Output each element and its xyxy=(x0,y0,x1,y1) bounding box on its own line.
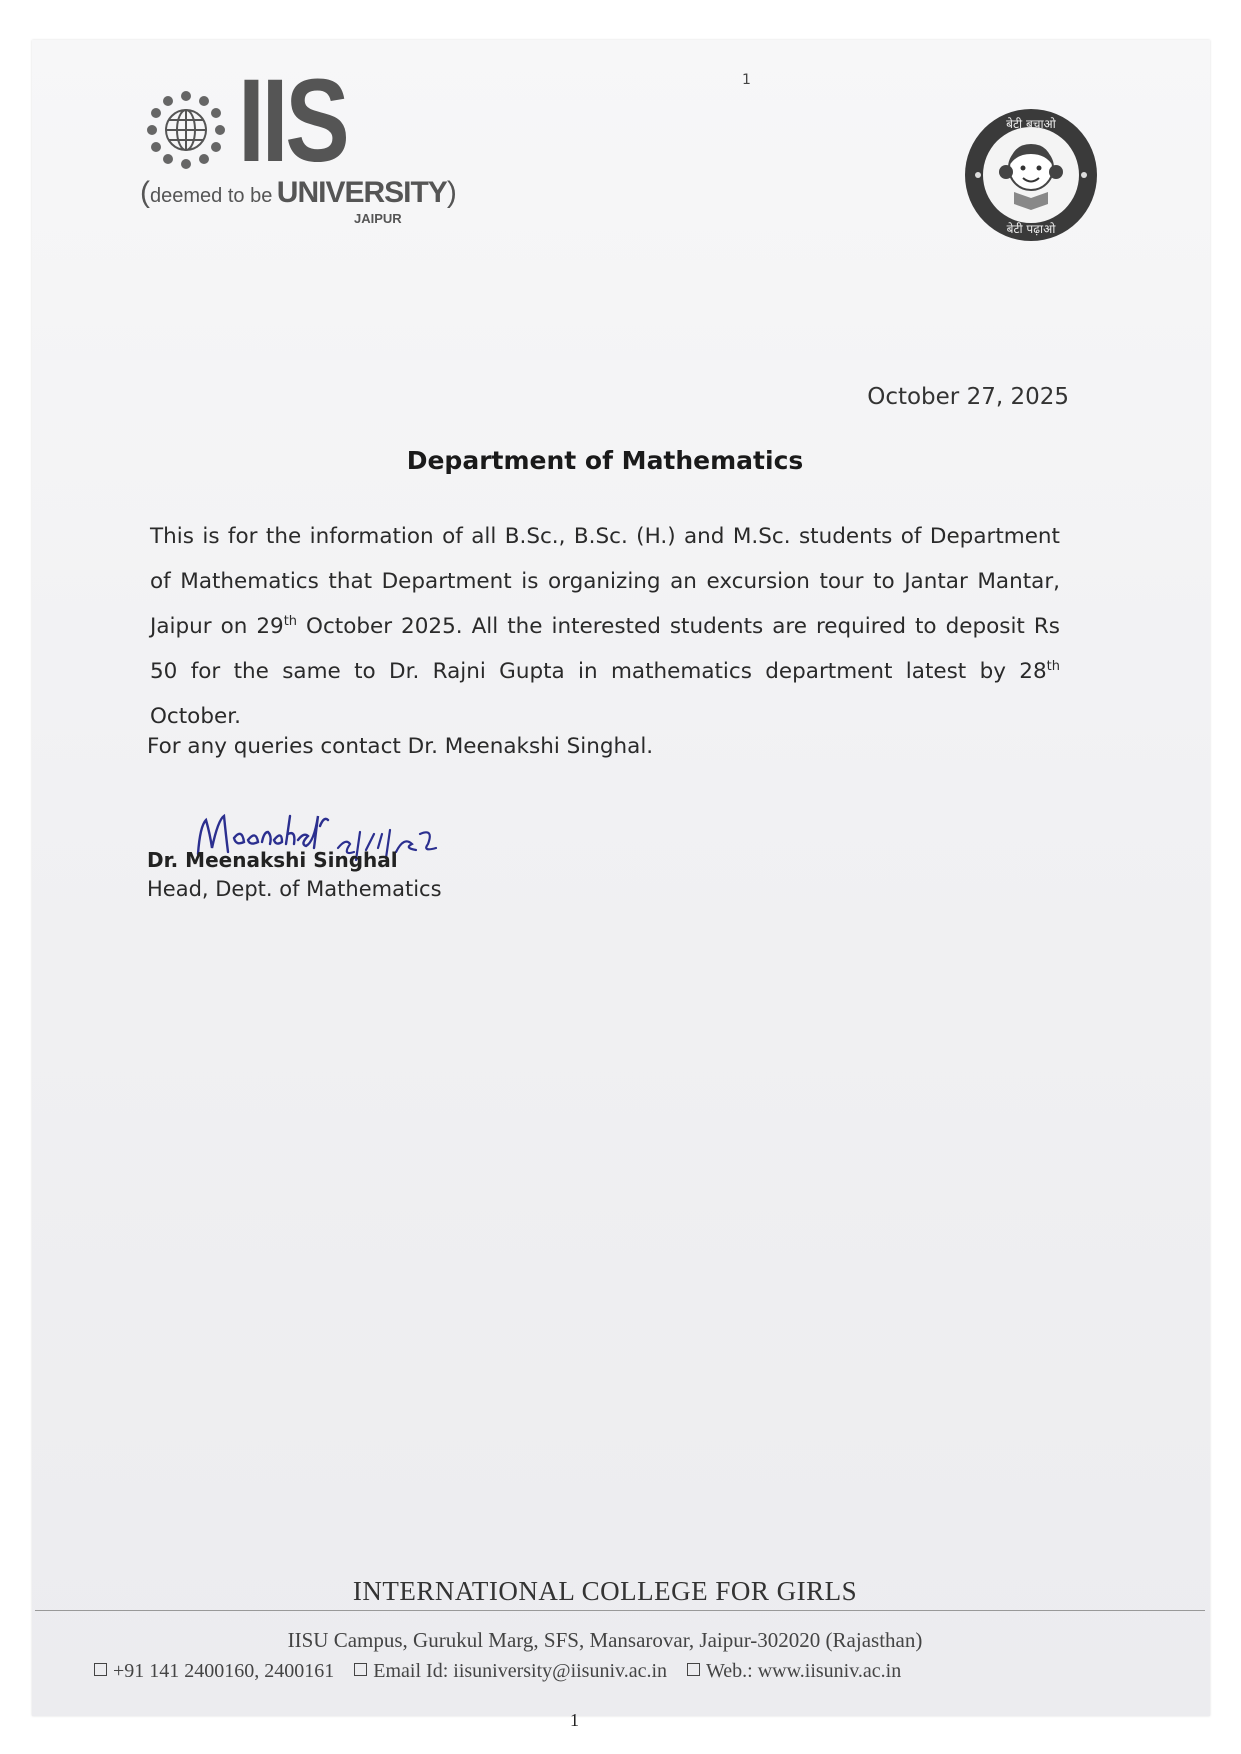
footer-college-name: INTERNATIONAL COLLEGE FOR GIRLS xyxy=(352,1576,858,1606)
logo-university-text: UNIVERSITY xyxy=(276,176,447,209)
email-bullet-icon xyxy=(354,1663,367,1676)
logo-city: JAIPUR xyxy=(354,211,402,226)
query-contact-line: For any queries contact Dr. Meenakshi Singhal. xyxy=(147,734,654,759)
footer-email: Email Id: iisuniversity@iisuniv.ac.in xyxy=(373,1660,668,1682)
web-bullet-icon xyxy=(687,1663,700,1676)
logo-subtitle: (deemed to be UNIVERSITY) xyxy=(140,176,457,209)
page-number: 1 xyxy=(570,1710,579,1730)
footer-address: IISU Campus, Gurukul Marg, SFS, Mansarovar, Jaipur-302020 (Rajasthan) xyxy=(287,1628,923,1652)
ordinal-suffix: th xyxy=(283,613,298,629)
seal-bottom-text: बेटी पढ़ाओ xyxy=(1006,222,1056,236)
ordinal-suffix: th xyxy=(1046,658,1060,674)
seal-top-text: बेटी बचाओ xyxy=(1006,117,1056,131)
page-mark-top: 1 xyxy=(742,72,751,88)
logo-wordmark: IIS xyxy=(238,55,347,187)
signature-handwriting-text: Meenakshi 27/10/25 xyxy=(190,786,201,787)
university-logo xyxy=(140,55,457,226)
footer-divider xyxy=(35,1610,1205,1611)
footer-web: Web.: www.iisuniv.ac.in xyxy=(706,1660,902,1682)
signatory-name: Dr. Meenakshi Singhal xyxy=(147,848,398,872)
paragraph-part-3: October. xyxy=(150,704,241,729)
paragraph-part-2: October 2025. All the interested students are required to deposit Rs 50 for the same to Dr. Rajni Gupta in mathematics department latest by 28 xyxy=(150,614,1060,684)
footer-contact-line xyxy=(94,1660,901,1683)
paragraph-part-1: This is for the information of all B.Sc., B.Sc. (H.) and M.Sc. students of Department of Mathematics that Department is organizing an excursion tour to Jantar Mantar, Jaipur on 29 xyxy=(150,524,1060,639)
logo-deemed-text: deemed to be xyxy=(150,185,273,207)
signatory-role: Head, Dept. of Mathematics xyxy=(147,877,442,901)
beti-bachao-seal-icon xyxy=(962,106,1100,244)
globe-emblem-icon xyxy=(140,84,232,176)
footer-phone: +91 141 2400160, 2400161 xyxy=(113,1660,335,1682)
letter-title: Department of Mathematics xyxy=(406,446,804,475)
phone-bullet-icon xyxy=(94,1663,107,1676)
notice-paragraph xyxy=(150,514,1060,739)
letter-date: October 27, 2025 xyxy=(867,384,1069,410)
